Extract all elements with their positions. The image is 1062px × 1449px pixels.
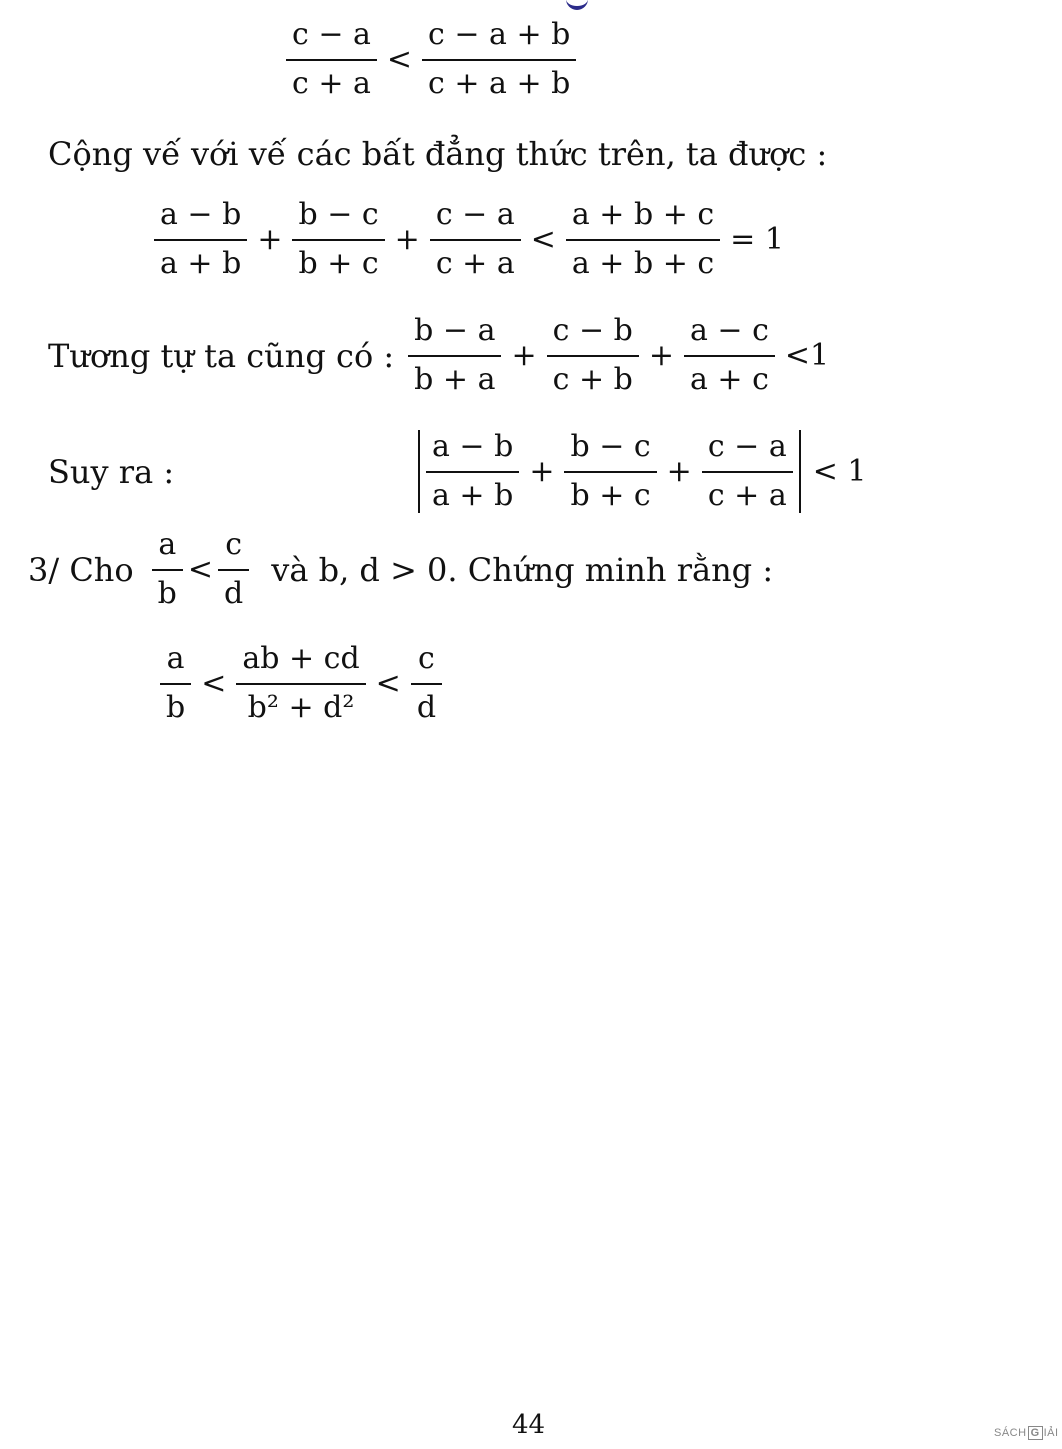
fraction-bar	[286, 59, 377, 61]
less-than: <	[201, 666, 227, 701]
page-number: 44	[512, 1410, 546, 1440]
numerator: a − b	[432, 429, 514, 464]
fraction-bar	[422, 59, 576, 61]
fraction-bar	[684, 355, 775, 357]
problem-3-suffix: và b, d > 0. Chứng minh rằng :	[271, 550, 774, 589]
denominator: d	[224, 575, 244, 611]
fraction	[152, 528, 183, 611]
inequality-line-1	[282, 18, 580, 101]
denominator: a + b	[160, 245, 242, 281]
fraction	[684, 314, 775, 397]
denominator: b + c	[570, 477, 651, 513]
fraction	[408, 314, 501, 397]
inequality-line-5	[156, 642, 446, 725]
less-than-one: < 1	[812, 454, 867, 489]
denominator: b	[157, 575, 177, 611]
numerator: c − a	[707, 429, 787, 464]
numerator: c − a	[292, 17, 371, 52]
fraction	[426, 430, 519, 513]
fraction	[411, 642, 442, 725]
text-sum-sides: Cộng vế với vế các bất đẳng thức trên, ta được :	[48, 135, 828, 173]
plus-sign: +	[648, 338, 674, 373]
fraction	[702, 430, 793, 513]
fraction	[547, 314, 639, 397]
denominator: b² + d²	[247, 689, 355, 725]
numerator: ab + cd	[242, 641, 360, 676]
fraction-bar	[411, 683, 442, 685]
label-therefore: Suy ra :	[48, 452, 175, 491]
fraction	[236, 642, 365, 725]
label-similarly: Tương tự ta cũng có :	[48, 336, 395, 375]
fraction-bar	[236, 683, 365, 685]
fraction-bar	[152, 569, 183, 571]
denominator: c + a	[707, 477, 787, 513]
top-decoration	[566, 0, 588, 10]
denominator: c + a + b	[428, 65, 571, 101]
denominator: b + c	[298, 245, 379, 281]
denominator: a + b + c	[571, 245, 715, 281]
equals-one: = 1	[730, 222, 784, 257]
denominator: c + a	[435, 245, 515, 281]
numerator: a + b + c	[571, 197, 715, 232]
inequality-line-3	[48, 314, 835, 397]
denominator: b + a	[414, 361, 496, 397]
denominator: a + c	[689, 361, 769, 397]
fraction-bar	[292, 239, 384, 241]
less-than: <	[386, 42, 413, 77]
numerator: a − b	[160, 197, 242, 232]
denominator: c + b	[552, 361, 633, 397]
fraction-bar	[218, 569, 249, 571]
numerator: c − b	[552, 313, 633, 348]
denominator: a + b	[432, 477, 514, 513]
plus-sign: +	[511, 338, 537, 373]
fraction	[160, 642, 191, 725]
fraction	[430, 198, 521, 281]
plus-sign: +	[666, 454, 692, 489]
problem-3-statement	[28, 528, 773, 611]
fraction-bar	[408, 355, 501, 357]
fraction-bar	[160, 683, 191, 685]
watermark-text-pre: SÁCH	[994, 1427, 1027, 1439]
absolute-value	[418, 430, 801, 513]
numerator: a	[166, 641, 185, 676]
fraction-bar	[566, 239, 720, 241]
fraction	[292, 198, 384, 281]
numerator: a − c	[689, 313, 769, 348]
fraction-bar	[426, 471, 519, 473]
numerator: c − a + b	[428, 17, 571, 52]
fraction	[564, 430, 656, 513]
denominator: b	[166, 689, 186, 725]
problem-3-prefix: 3/ Cho	[28, 550, 134, 589]
fraction-bar	[564, 471, 656, 473]
less-than: <	[530, 222, 556, 257]
numerator: b − c	[570, 429, 651, 464]
fraction-bar	[702, 471, 793, 473]
numerator: c	[418, 641, 435, 676]
inequality-line-4	[48, 430, 872, 513]
numerator: b − a	[414, 313, 496, 348]
fraction	[154, 198, 247, 281]
fraction-bar	[154, 239, 247, 241]
less-than: <	[187, 552, 214, 587]
plus-sign: +	[394, 222, 420, 257]
fraction	[566, 198, 720, 281]
numerator: c − a	[435, 197, 515, 232]
fraction	[218, 528, 249, 611]
watermark-text-post: IẢI	[1043, 1427, 1059, 1439]
plus-sign: +	[529, 454, 555, 489]
watermark-logo	[994, 1426, 1059, 1440]
numerator: a	[158, 527, 177, 562]
plus-sign: +	[257, 222, 283, 257]
fraction	[286, 18, 377, 101]
numerator: b − c	[298, 197, 379, 232]
denominator: c + a	[292, 65, 371, 101]
fraction-bar	[430, 239, 521, 241]
less-than: <	[375, 666, 401, 701]
watermark-g-icon: G	[1028, 1426, 1043, 1440]
inequality-line-2	[150, 198, 790, 281]
denominator: d	[416, 689, 437, 725]
fraction-bar	[547, 355, 639, 357]
less-than-one: <1	[784, 338, 830, 373]
numerator: c	[225, 527, 243, 562]
fraction	[422, 18, 576, 101]
